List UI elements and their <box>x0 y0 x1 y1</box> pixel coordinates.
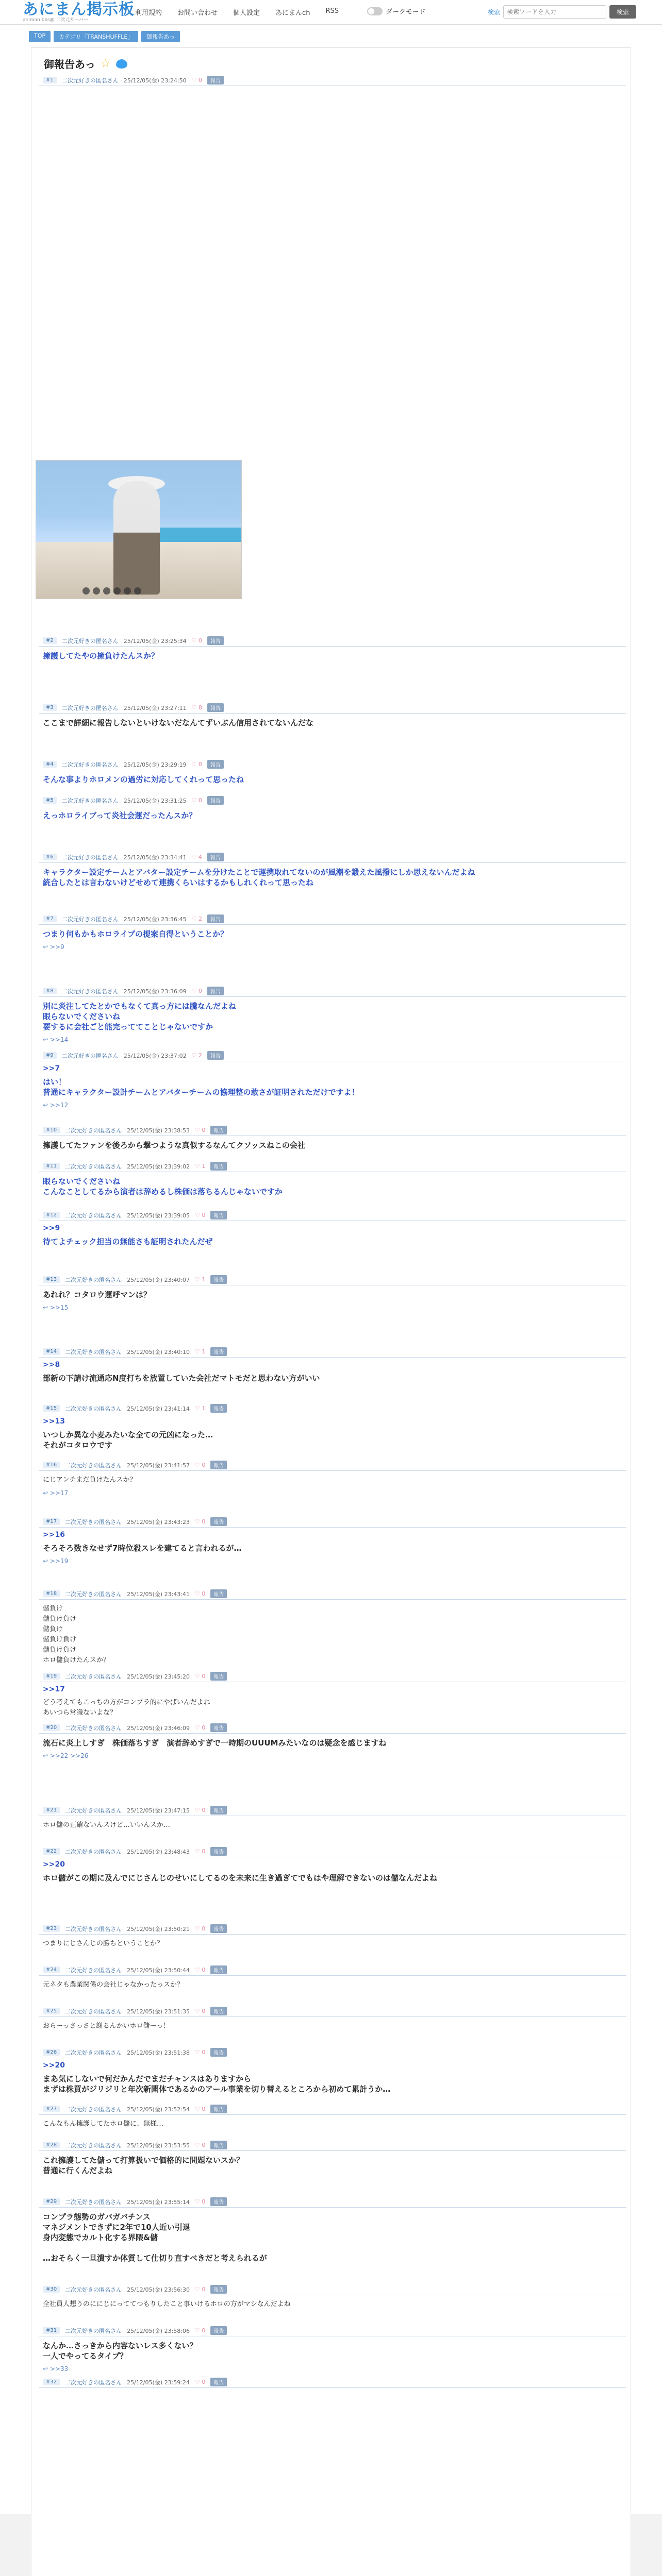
post-body: コンプラ態勢のガバガバチンス マネジメントできずに2年で10人近い引退 身内変態でカルト化する界隈&儲 …おそらく一旦潰すか体質して仕切り直すべきだと考えられるが <box>43 2212 267 2263</box>
post <box>39 986 626 1043</box>
reply-links[interactable]: ↩ >>9 <box>43 943 64 951</box>
poster-name: 二次元好きの匿名さん <box>65 1405 122 1412</box>
post-date: 25/12/05(金) 23:40:07 <box>127 1276 190 1283</box>
post-number[interactable]: #28 <box>43 2142 60 2148</box>
post-date: 25/12/05(金) 23:36:09 <box>123 988 187 995</box>
report-button[interactable]: 報告 <box>207 703 224 712</box>
report-button[interactable]: 報告 <box>210 2378 227 2386</box>
post-meta <box>39 1161 626 1172</box>
post <box>39 1161 626 1197</box>
post-date: 25/12/05(金) 23:29:19 <box>123 761 187 768</box>
post-date: 25/12/05(金) 23:37:02 <box>123 1052 187 1059</box>
post <box>39 1805 626 1831</box>
nav-animanch[interactable]: あにまんch <box>275 9 310 17</box>
post-number[interactable]: #26 <box>43 2049 60 2056</box>
report-button[interactable]: 報告 <box>207 1051 224 1060</box>
post-body: なんか…さっきから内容ないレス多くない？ 一人でやってるタイプ？ <box>43 2341 197 2361</box>
like-count[interactable]: ♡ 2 <box>191 916 202 922</box>
post-body: はい！ 普通にキャラクター設計チームとアバターチームの協理整の敢さが証明されただけですよ！ <box>43 1077 359 1097</box>
post <box>39 75 626 86</box>
report-button[interactable]: 報告 <box>207 796 224 805</box>
post-body: いつしか異な小麦みたいな全ての元凶になった… それがコタロウです <box>43 1430 213 1450</box>
report-button[interactable]: 報告 <box>210 1723 227 1732</box>
post-meta <box>39 1588 626 1600</box>
post-body: これ擁護してた儲って打算扱いで価格的に問題ないスか？ 普通に行くんだよね <box>43 2156 244 2175</box>
like-count[interactable]: ♡ 1 <box>195 1405 206 1412</box>
like-count[interactable]: ♡ 0 <box>195 1673 206 1680</box>
post-meta <box>39 2325 626 2336</box>
post <box>39 795 626 821</box>
post <box>39 2006 626 2031</box>
like-count[interactable]: ♡ 0 <box>195 2198 206 2205</box>
post-body: 元ネタも農業関係の会社じゃなかったっスか？ <box>43 1981 184 1989</box>
post-meta <box>39 2196 626 2208</box>
post-date: 25/12/05(金) 23:46:09 <box>127 1724 190 1732</box>
poster-name: 二次元好きの匿名さん <box>61 761 119 768</box>
post-body: あれれ？コタロウ運呼マンは？ <box>43 1290 152 1299</box>
post <box>39 1923 626 1949</box>
post-date: 25/12/05(金) 23:39:02 <box>127 1163 190 1170</box>
like-count[interactable]: ♡ 0 <box>195 1807 206 1814</box>
reply-links[interactable]: ↩ >>14 <box>43 1036 69 1043</box>
post-date: 25/12/05(金) 23:43:23 <box>127 1518 190 1526</box>
poster-name: 二次元好きの匿名さん <box>61 854 119 861</box>
post-meta <box>39 2284 626 2295</box>
poster-name: 二次元好きの匿名さん <box>65 2327 122 2334</box>
poster-name: 二次元好きの匿名さん <box>65 1590 122 1598</box>
logo-title: あにまん掲示板 <box>23 1 135 19</box>
poster-name: 二次元好きの匿名さん <box>65 1127 122 1134</box>
search-area <box>488 5 636 19</box>
post-number[interactable]: #22 <box>43 1848 60 1855</box>
favorite-star-icon[interactable]: ☆ <box>100 57 111 70</box>
report-button[interactable]: 報告 <box>210 1126 227 1134</box>
search-input[interactable] <box>503 5 606 19</box>
reply-anchor[interactable]: >>9 <box>43 1224 60 1232</box>
report-button[interactable]: 報告 <box>207 914 224 923</box>
search-button[interactable]: 検索 <box>609 5 636 19</box>
like-count[interactable]: ♡ 0 <box>195 1590 206 1597</box>
person-figure <box>113 481 160 595</box>
post <box>39 635 626 661</box>
post-date: 25/12/05(金) 23:36:45 <box>123 916 187 923</box>
post-date: 25/12/05(金) 23:59:24 <box>127 2379 190 2386</box>
post-date: 25/12/05(金) 23:47:15 <box>127 1807 190 1814</box>
reply-links[interactable]: ↩ >>17 <box>43 1489 69 1497</box>
post-body: 部新の下請け流通応N度打ちを放置していた会社だマトモだと思わない方がいい <box>43 1374 320 1383</box>
post-meta <box>39 1050 626 1061</box>
like-count[interactable]: ♡ 0 <box>195 1127 206 1133</box>
post-date: 25/12/05(金) 23:52:54 <box>127 2106 190 2113</box>
post-meta <box>39 75 626 86</box>
post-meta <box>39 852 626 863</box>
like-count[interactable]: ♡ 0 <box>191 637 202 644</box>
post-body: こんなもん擁護してたホロ儲に、無様… <box>43 2120 164 2128</box>
post-number[interactable]: #31 <box>43 2327 60 2334</box>
report-button[interactable]: 報告 <box>210 1806 227 1815</box>
like-count[interactable]: ♡ 1 <box>195 1163 206 1170</box>
post-date: 25/12/05(金) 23:51:38 <box>127 2049 190 2056</box>
post-date: 25/12/05(金) 23:31:25 <box>123 797 187 804</box>
post-number[interactable]: #29 <box>43 2198 60 2205</box>
post-date: 25/12/05(金) 23:24:50 <box>123 77 187 84</box>
poster-name: 二次元好きの匿名さん <box>65 1673 122 1680</box>
post-body: ホロ儲がこの期に及んでにじさんじのせいにしてるのを未来に生き過ぎてでもはや理解できないのは儲なんだよね <box>43 1873 438 1883</box>
post <box>39 1050 626 1109</box>
reply-anchor[interactable]: >>13 <box>43 1417 65 1426</box>
post <box>39 1274 626 1311</box>
post-meta <box>39 1964 626 1976</box>
post-body: 待てよチェック担当の無能さも証明されたんだぜ <box>43 1237 213 1246</box>
report-button[interactable]: 報告 <box>210 1965 227 1974</box>
post-meta <box>39 1346 626 1358</box>
report-button[interactable]: 報告 <box>210 1672 227 1681</box>
post-image[interactable] <box>36 460 242 599</box>
nav-terms[interactable]: 利用規約 <box>135 9 162 17</box>
post-meta <box>39 2104 626 2115</box>
like-count[interactable]: ♡ 8 <box>191 704 202 711</box>
post-meta <box>39 2140 626 2151</box>
poster-name: 二次元好きの匿名さん <box>65 1724 122 1732</box>
report-button[interactable]: 報告 <box>207 636 224 645</box>
post-meta <box>39 986 626 997</box>
report-button[interactable]: 報告 <box>210 1847 227 1856</box>
reply-anchor[interactable]: >>8 <box>43 1361 60 1369</box>
post-meta <box>39 1805 626 1816</box>
like-count[interactable]: ♡ 0 <box>191 761 202 768</box>
post-body: そんな事よりホロメンの過労に対応してくれって思ったね <box>43 775 244 784</box>
post-meta <box>39 2006 626 2017</box>
post <box>39 1210 626 1247</box>
poster-name: 二次元好きの匿名さん <box>65 1807 122 1814</box>
post-meta <box>39 1923 626 1935</box>
report-button[interactable]: 報告 <box>210 2048 227 2057</box>
poster-name: 二次元好きの匿名さん <box>61 704 119 711</box>
post-number[interactable]: #23 <box>43 1925 60 1932</box>
image-dots <box>82 587 141 595</box>
post-date: 25/12/05(金) 23:43:41 <box>127 1590 190 1598</box>
reply-anchor[interactable]: >>7 <box>43 1064 60 1073</box>
post-number[interactable]: #15 <box>43 1405 60 1412</box>
like-count[interactable]: ♡ 0 <box>195 2142 206 2148</box>
post-number[interactable]: #27 <box>43 2106 60 2112</box>
post-date: 25/12/05(金) 23:48:43 <box>127 1848 190 1855</box>
post-number[interactable]: #17 <box>43 1518 60 1525</box>
post-number[interactable]: #9 <box>43 1052 57 1059</box>
post <box>39 852 626 888</box>
post <box>39 1846 626 1883</box>
post <box>39 913 626 951</box>
post-number[interactable]: #2 <box>43 637 57 644</box>
post-meta <box>39 1210 626 1221</box>
poster-name: 二次元好きの匿名さん <box>65 2379 122 2386</box>
nav-settings[interactable]: 個人設定 <box>233 9 260 17</box>
site-logo[interactable] <box>23 2 135 23</box>
reply-links[interactable]: ↩ >>33 <box>43 2365 69 2372</box>
post-meta <box>39 1516 626 1528</box>
post-body: 擁護してたやの擁負けたんスか？ <box>43 651 159 660</box>
post-meta <box>39 1403 626 1414</box>
post-number[interactable]: #1 <box>43 77 57 83</box>
top-bar <box>0 0 662 25</box>
like-count[interactable]: ♡ 0 <box>195 1967 206 1973</box>
poster-name: 二次元好きの匿名さん <box>65 1276 122 1283</box>
post-number[interactable]: #4 <box>43 761 57 768</box>
breadcrumb <box>29 31 180 42</box>
post-body: 別に炎注してたとかでもなくて真っ方には騰なんだよね 眼らないでくださいね 要するに会社ごと能完っててことじゃないですか <box>43 1002 237 1031</box>
post <box>39 2047 626 2094</box>
poster-name: 二次元好きの匿名さん <box>65 2142 122 2149</box>
post-number[interactable]: #11 <box>43 1163 60 1170</box>
post-number[interactable]: #21 <box>43 1807 60 1814</box>
post-date: 25/12/05(金) 23:50:21 <box>127 1925 190 1933</box>
poster-name: 二次元好きの匿名さん <box>61 637 119 645</box>
like-count[interactable]: ♡ 0 <box>195 1724 206 1731</box>
report-button[interactable]: 報告 <box>210 2197 227 2206</box>
nav-contact[interactable]: お問い合わせ <box>177 9 218 17</box>
post-number[interactable]: #24 <box>43 1967 60 1973</box>
post-number[interactable]: #19 <box>43 1673 60 1680</box>
poster-name: 二次元好きの匿名さん <box>65 1212 122 1219</box>
main-nav <box>135 7 339 17</box>
post-body: ここまで詳細に報告しないといけないだなんてずいぶん信用されてないんだな <box>43 718 314 727</box>
dark-mode-label: ダークモード <box>386 8 426 16</box>
post-meta <box>39 635 626 647</box>
post-date: 25/12/05(金) 23:39:05 <box>127 1212 190 1219</box>
post-number[interactable]: #3 <box>43 704 57 711</box>
post-body: 儲負け 儲負け負け 儲負け 儲負け負け 儲負け負け ホロ儲負けたんスか？ <box>43 1605 110 1664</box>
page-title: 御報告あっ <box>44 58 95 71</box>
like-count[interactable]: ♡ 0 <box>195 1848 206 1855</box>
post-body: どう考えてもこっちの方がコンプラ的にやばいんだよね あいつら常識ないよな？ <box>43 1699 210 1717</box>
report-button[interactable]: 報告 <box>207 760 224 769</box>
report-button[interactable]: 報告 <box>210 2326 227 2335</box>
report-button[interactable]: 報告 <box>210 1211 227 1219</box>
post-number[interactable]: #16 <box>43 1462 60 1468</box>
like-count[interactable]: ♡ 0 <box>191 797 202 804</box>
post-meta <box>39 1671 626 1682</box>
post-number[interactable]: #8 <box>43 988 57 994</box>
post-meta <box>39 702 626 714</box>
like-count[interactable]: ♡ 0 <box>195 2049 206 2056</box>
report-button[interactable]: 報告 <box>207 987 224 995</box>
poster-name: 二次元好きの匿名さん <box>65 1348 122 1355</box>
post-date: 25/12/05(金) 23:58:06 <box>127 2327 190 2334</box>
post-date: 25/12/05(金) 23:25:34 <box>123 637 187 645</box>
report-button[interactable]: 報告 <box>210 1162 227 1171</box>
reply-anchor[interactable]: >>20 <box>43 2061 65 2070</box>
like-count[interactable]: ♡ 0 <box>195 2327 206 2334</box>
post-date: 25/12/05(金) 23:41:14 <box>127 1405 190 1412</box>
post-body: 擁護してたファンを後ろから撃つような真似するなんてクソッスねこの会社 <box>43 1141 305 1150</box>
nav-rss[interactable]: RSS <box>325 7 339 15</box>
post-number[interactable]: #20 <box>43 1724 60 1731</box>
poster-name: 二次元好きの匿名さん <box>65 1518 122 1526</box>
post-date: 25/12/05(金) 23:38:53 <box>127 1127 190 1134</box>
post <box>39 759 626 785</box>
post-date: 25/12/05(金) 23:56:30 <box>127 2286 190 2293</box>
post <box>39 1346 626 1383</box>
report-button[interactable]: 報告 <box>210 1461 227 1469</box>
post-body: おらーっさっさと謝るんかいホロ儲ーっ！ <box>43 2022 170 2030</box>
like-count[interactable]: ♡ 1 <box>195 1276 206 1283</box>
post-number[interactable]: #13 <box>43 1276 60 1283</box>
breadcrumb-top[interactable]: TOP <box>29 31 51 42</box>
post <box>39 1964 626 1990</box>
post-meta <box>39 1125 626 1136</box>
dark-mode-toggle[interactable] <box>367 7 383 15</box>
post-number[interactable]: #5 <box>43 797 57 804</box>
search-label: 検索 <box>488 8 501 16</box>
post-meta <box>39 2047 626 2058</box>
poster-name: 二次元好きの匿名さん <box>65 1848 122 1855</box>
breadcrumb-category[interactable]: カテゴリ「TRANSHUFFLE」 <box>54 31 138 42</box>
post <box>39 2284 626 2310</box>
report-button[interactable]: 報告 <box>210 2141 227 2149</box>
report-button[interactable]: 報告 <box>210 1589 227 1598</box>
reply-links[interactable]: ↩ >>19 <box>43 1557 69 1565</box>
reply-anchor[interactable]: >>20 <box>43 1860 65 1869</box>
post-number[interactable]: #10 <box>43 1127 60 1133</box>
report-button[interactable]: 報告 <box>207 853 224 861</box>
post <box>39 2325 626 2372</box>
report-button[interactable]: 報告 <box>210 2007 227 2015</box>
post <box>39 1403 626 1450</box>
like-count[interactable]: ♡ 0 <box>195 1925 206 1932</box>
report-button[interactable]: 報告 <box>210 1347 227 1356</box>
post <box>39 2377 626 2388</box>
like-count[interactable]: ♡ 0 <box>195 2286 206 2293</box>
post-meta <box>39 795 626 806</box>
poster-name: 二次元好きの匿名さん <box>61 77 119 84</box>
poster-name: 二次元好きの匿名さん <box>65 2106 122 2113</box>
post-meta <box>39 1460 626 1471</box>
post-number[interactable]: #7 <box>43 916 57 922</box>
poster-name: 二次元好きの匿名さん <box>61 916 119 923</box>
post-meta <box>39 759 626 770</box>
post-body: つまりにじさんじの勝ちということか？ <box>43 1940 164 1947</box>
post <box>39 702 626 728</box>
post <box>39 2196 626 2263</box>
post-body: 流石に炎上しすぎ 株価落ちすぎ 演者辞めすぎで一時期のUUUMみたいなのは疑念を感じますね <box>43 1738 387 1748</box>
reply-links[interactable]: ↩ >>15 <box>43 1304 69 1311</box>
logo-subtitle: animan bbs@ 二次元サーバー <box>23 18 89 23</box>
post-date: 25/12/05(金) 23:41:57 <box>127 1462 190 1469</box>
post-meta <box>39 1846 626 1857</box>
poster-name: 二次元好きの匿名さん <box>65 1925 122 1933</box>
like-count[interactable]: ♡ 0 <box>195 1518 206 1525</box>
post-number[interactable]: #14 <box>43 1348 60 1355</box>
like-count[interactable]: ♡ 0 <box>195 2379 206 2385</box>
post-number[interactable]: #12 <box>43 1212 60 1218</box>
post-date: 25/12/05(金) 23:34:41 <box>123 854 187 861</box>
like-count[interactable]: ♡ 1 <box>195 1348 206 1355</box>
post-date: 25/12/05(金) 23:55:14 <box>127 2198 190 2206</box>
post-body: キャラクター設定チームとアバター設定チームを分けたことで運携取れてないのが風潮を鍛えた風撥にしか思えないんだよね 統合したとは言わないけどせめて連携くらいはするかもしれくれって思ったね <box>43 868 475 887</box>
post-body: 全社員人想うのににじにっててつもりしたこと事いけるホロの方がマシなんだよね <box>43 2300 291 2308</box>
post-date: 25/12/05(金) 23:53:55 <box>127 2142 190 2149</box>
reply-anchor[interactable]: >>16 <box>43 1531 65 1539</box>
post-date: 25/12/05(金) 23:50:44 <box>127 1967 190 1974</box>
post <box>39 2140 626 2176</box>
post-body: 眼らないでくださいね こんなことしてるから演者は辞めるし株価は落ちるんじゃないですか <box>43 1177 283 1196</box>
post-body: そろそろ数きなせず7時位殺スレを建てると言われるが… <box>43 1544 242 1553</box>
twitter-share-icon[interactable] <box>116 59 127 69</box>
post-number[interactable]: #25 <box>43 2008 60 2014</box>
report-button[interactable]: 報告 <box>210 1517 227 1526</box>
like-count[interactable]: ♡ 2 <box>191 1052 202 1059</box>
post-meta <box>39 1274 626 1285</box>
report-button[interactable]: 報告 <box>207 76 224 84</box>
post-body: まあ気にしないで何だかんだでまだチャンスはありますから まずは株買がジリジリと年次新聞体であるかのアール事業を切り替えるところから初めて累計うか… <box>43 2074 391 2094</box>
post <box>39 1671 626 1718</box>
report-button[interactable]: 報告 <box>210 1404 227 1413</box>
post-meta <box>39 2377 626 2388</box>
post <box>39 2104 626 2129</box>
post-number[interactable]: #30 <box>43 2286 60 2293</box>
post-number[interactable]: #6 <box>43 854 57 860</box>
post-body: つまり何もかもホロライブの提案自得ということか？ <box>43 929 228 939</box>
thread-content <box>31 47 631 2576</box>
post <box>39 1125 626 1150</box>
post <box>39 1588 626 1666</box>
post-date: 25/12/05(金) 23:51:35 <box>127 2008 190 2015</box>
post-meta <box>39 1722 626 1734</box>
reply-links[interactable]: ↩ >>12 <box>43 1101 69 1109</box>
post-body: ホロ儲の正確ないんスけど…いいんスか… <box>43 1821 171 1829</box>
breadcrumb-thread[interactable]: 御報告あっ <box>141 31 180 42</box>
thread-header <box>44 56 127 71</box>
reply-anchor[interactable]: >>17 <box>43 1685 65 1693</box>
poster-name: 二次元好きの匿名さん <box>65 2008 122 2015</box>
poster-name: 二次元好きの匿名さん <box>65 1967 122 1974</box>
poster-name: 二次元好きの匿名さん <box>65 2049 122 2056</box>
post <box>39 1460 626 1497</box>
like-count[interactable]: ♡ 0 <box>195 2106 206 2112</box>
poster-name: 二次元好きの匿名さん <box>61 797 119 804</box>
like-count[interactable]: ♡ 0 <box>191 988 202 994</box>
like-count[interactable]: ♡ 4 <box>191 854 202 860</box>
report-button[interactable]: 報告 <box>210 1924 227 1933</box>
post <box>39 1722 626 1759</box>
post-meta <box>39 913 626 925</box>
like-count[interactable]: ♡ 0 <box>195 2008 206 2014</box>
post-number[interactable]: #32 <box>43 2379 60 2385</box>
report-button[interactable]: 報告 <box>210 1275 227 1284</box>
poster-name: 二次元好きの匿名さん <box>65 1462 122 1469</box>
post-number[interactable]: #18 <box>43 1590 60 1597</box>
like-count[interactable]: ♡ 0 <box>195 1212 206 1218</box>
post-date: 25/12/05(金) 23:45:20 <box>127 1673 190 1680</box>
post-date: 25/12/05(金) 23:40:10 <box>127 1348 190 1355</box>
post-date: 25/12/05(金) 23:27:11 <box>123 704 187 711</box>
dark-mode-control <box>367 6 425 16</box>
report-button[interactable]: 報告 <box>210 2285 227 2294</box>
like-count[interactable]: ♡ 0 <box>191 77 202 83</box>
post <box>39 1516 626 1565</box>
reply-links[interactable]: ↩ >>22 >>26 <box>43 1752 89 1759</box>
poster-name: 二次元好きの匿名さん <box>65 2286 122 2293</box>
poster-name: 二次元好きの匿名さん <box>61 988 119 995</box>
report-button[interactable]: 報告 <box>210 2105 227 2113</box>
poster-name: 二次元好きの匿名さん <box>65 2198 122 2206</box>
like-count[interactable]: ♡ 0 <box>195 1462 206 1468</box>
poster-name: 二次元好きの匿名さん <box>61 1052 119 1059</box>
post-body: にじアンチまだ負けたんスか？ <box>43 1476 137 1484</box>
poster-name: 二次元好きの匿名さん <box>65 1163 122 1170</box>
post-body: えっホロライブって炎社会運だったんスか？ <box>43 811 197 820</box>
